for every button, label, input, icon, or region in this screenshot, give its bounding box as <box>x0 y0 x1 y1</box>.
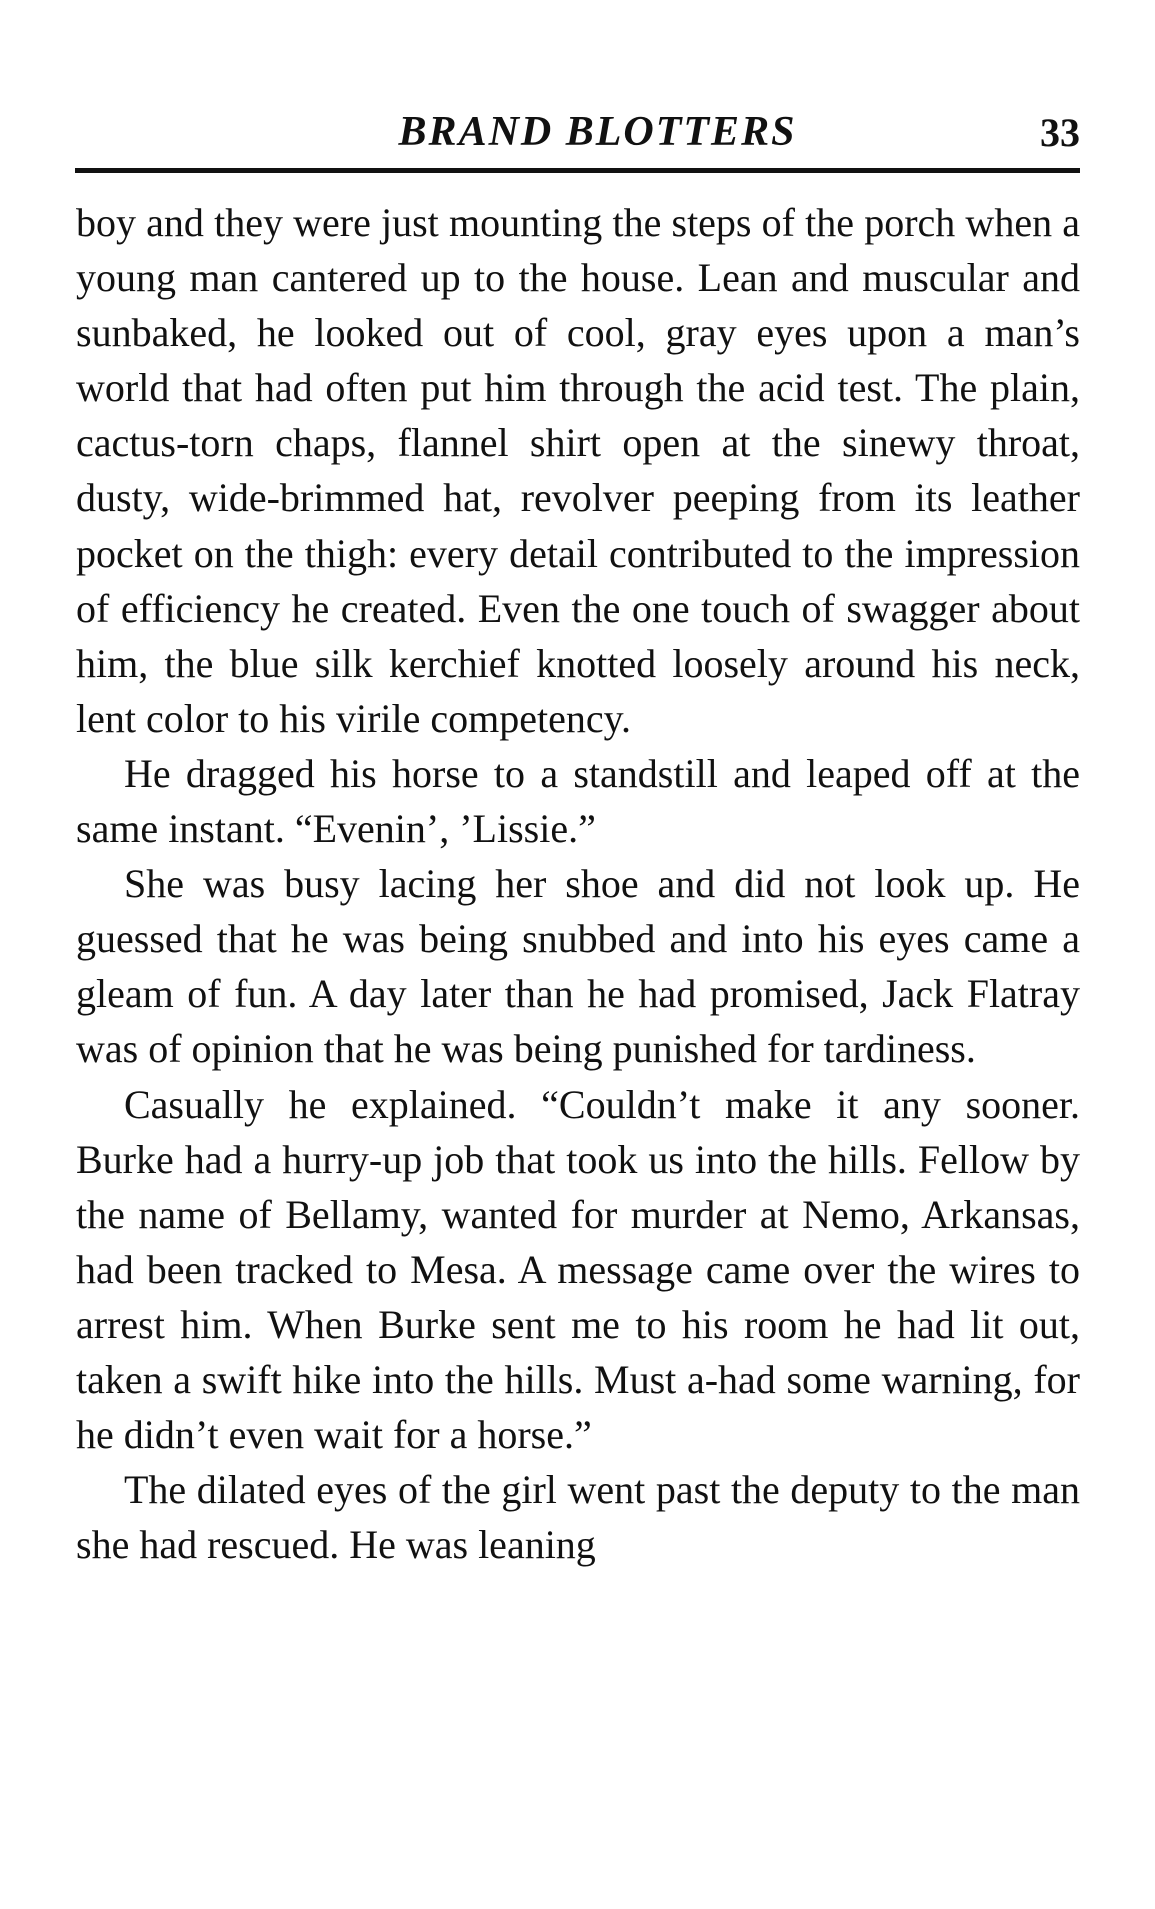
paragraph-1: boy and they were just mounting the steps of the porch when a young man cantered up to the house. Lean and muscular and sunbaked, he looked out of cool, gray eyes upon a man’s world that had often put him through the acid test. The plain, cactus-torn chaps, flannel shirt open at the sinewy throat, dusty, wide-brimmed hat, revolver peeping from its leather pocket on the thigh: every detail contributed to the impression of efficiency he created. Even the one touch of swagger about him, the blue silk kerchief knotted loosely around his neck, lent color to his virile competency. <box>76 200 1080 741</box>
page-number: 33 <box>1040 110 1080 155</box>
running-head: BRAND BLOTTERS <box>398 109 797 155</box>
paragraph-3: She was busy lacing her shoe and did not look up. He guessed that he was being snubbed and into his eyes came a gleam of fun. A day later than he had promised, Jack Flatray was of opinion that he was being punished for tardiness. <box>76 861 1080 1072</box>
body-text <box>76 195 1080 1572</box>
paragraph-2: He dragged his horse to a standstill and leaped off at the same instant. “Evenin’, ’Lissie.” <box>76 750 1080 852</box>
page-header <box>75 105 1080 160</box>
paragraph-4: Casually he explained. “Couldn’t make it any sooner. Burke had a hurry-up job that took us into the hills. Fellow by the name of Bellamy, wanted for murder at Nemo, Arkansas, had been tracked to Mesa. A message came over the wires to arrest him. When Burke sent me to his room he had lit out, taken a swift hike into the hills. Must a-had some warning, for he didn’t even wait for a horse.” <box>76 1081 1080 1458</box>
paragraph-5: The dilated eyes of the girl went past the deputy to the man she had rescued. He was leaning <box>76 1467 1080 1568</box>
header-rule <box>75 168 1080 173</box>
